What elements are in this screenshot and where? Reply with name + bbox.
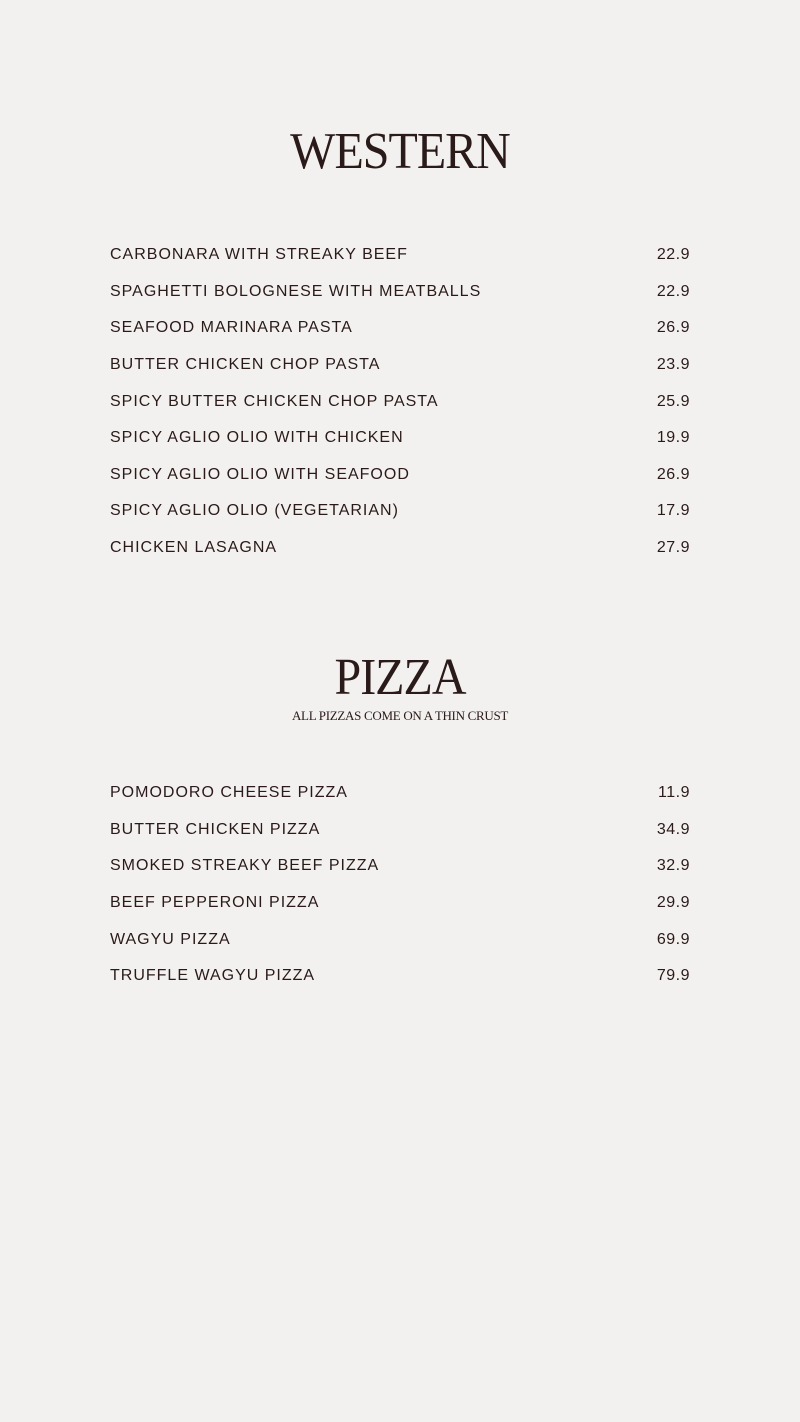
item-price: 27.9 bbox=[656, 539, 690, 557]
western-menu-list bbox=[110, 237, 690, 566]
item-price: 34.9 bbox=[656, 820, 690, 838]
item-name: WAGYU PIZZA bbox=[110, 930, 231, 948]
menu-item bbox=[110, 420, 690, 457]
item-name: TRUFFLE WAGYU PIZZA bbox=[110, 967, 316, 985]
item-price: 29.9 bbox=[656, 894, 690, 912]
menu-item bbox=[110, 347, 690, 384]
item-price: 17.9 bbox=[656, 502, 690, 520]
item-price: 25.9 bbox=[656, 392, 690, 410]
menu-item bbox=[110, 958, 690, 995]
item-price: 22.9 bbox=[656, 282, 690, 300]
menu-item bbox=[110, 848, 690, 885]
menu-item bbox=[110, 775, 690, 812]
pizza-menu-list bbox=[110, 775, 690, 995]
menu-item bbox=[110, 885, 690, 922]
item-price: 22.9 bbox=[656, 246, 690, 264]
menu-item bbox=[110, 921, 690, 958]
item-price: 32.9 bbox=[656, 857, 690, 875]
item-price: 26.9 bbox=[656, 319, 690, 337]
item-name: BUTTER CHICKEN CHOP PASTA bbox=[110, 356, 381, 374]
menu-item bbox=[110, 530, 690, 567]
item-name: POMODORO CHEESE PIZZA bbox=[110, 784, 348, 802]
item-name: SPICY BUTTER CHICKEN CHOP PASTA bbox=[110, 392, 439, 410]
item-price: 19.9 bbox=[656, 429, 690, 447]
menu-item bbox=[110, 812, 690, 849]
menu-item bbox=[110, 274, 690, 311]
menu-item bbox=[110, 383, 690, 420]
item-name: SMOKED STREAKY BEEF PIZZA bbox=[110, 857, 380, 875]
menu-item bbox=[110, 457, 690, 494]
menu-item bbox=[110, 237, 690, 274]
pizza-section-title: PIZZA bbox=[334, 648, 466, 707]
item-price: 26.9 bbox=[656, 465, 690, 483]
western-section-title: WESTERN bbox=[290, 122, 510, 181]
item-name: BUTTER CHICKEN PIZZA bbox=[110, 820, 321, 838]
item-name: SEAFOOD MARINARA PASTA bbox=[110, 319, 353, 337]
menu-item bbox=[110, 310, 690, 347]
item-name: SPICY AGLIO OLIO WITH SEAFOOD bbox=[110, 465, 410, 483]
item-price: 23.9 bbox=[656, 356, 690, 374]
item-name: CHICKEN LASAGNA bbox=[110, 539, 278, 557]
pizza-section-subtitle: ALL PIZZAS COME ON A THIN CRUST bbox=[291, 708, 509, 723]
item-name: BEEF PEPPERONI PIZZA bbox=[110, 894, 320, 912]
item-name: SPAGHETTI BOLOGNESE WITH MEATBALLS bbox=[110, 282, 482, 300]
item-price: 11.9 bbox=[658, 784, 690, 802]
item-price: 69.9 bbox=[656, 930, 690, 948]
item-name: SPICY AGLIO OLIO WITH CHICKEN bbox=[110, 429, 404, 447]
menu-item bbox=[110, 493, 690, 530]
item-name: CARBONARA WITH STREAKY BEEF bbox=[110, 246, 408, 264]
item-price: 79.9 bbox=[656, 967, 690, 985]
item-name: SPICY AGLIO OLIO (VEGETARIAN) bbox=[110, 502, 399, 520]
